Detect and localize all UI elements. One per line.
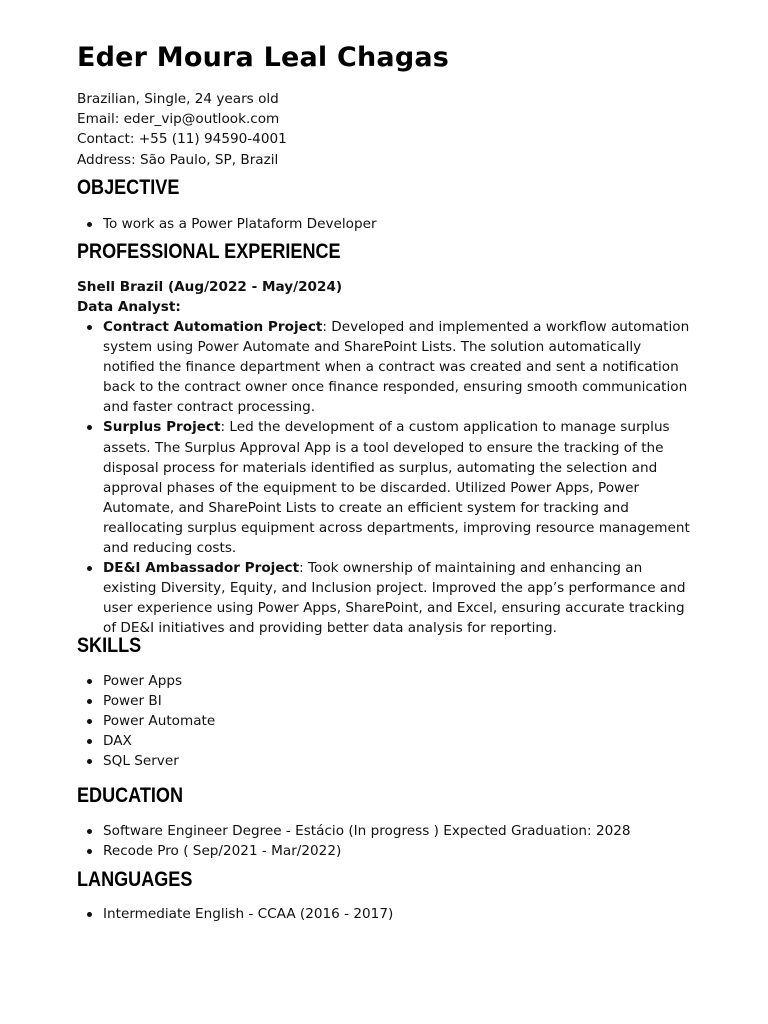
education-list xyxy=(77,821,697,861)
list-item: Software Engineer Degree - Estácio (In progress ) Expected Graduation: 2028 xyxy=(77,821,697,841)
project-description: : Led the development of a custom application to manage surplus assets. The Surplus Approval App is a tool developed to ensure the tracking of the disposal process for materials identified as surplus, automating the selection and approval phases of the equipment to be discarded. Utilized Power Apps, Power Automate, and SharePoint Lists to create an efficient system for tracking and reallocating surplus equipment across departments, improving resource management and reducing costs. xyxy=(103,419,690,557)
project-name: Surplus Project xyxy=(103,419,221,436)
objective-heading: OBJECTIVE xyxy=(77,176,180,199)
info-line-status: Brazilian, Single, 24 years old xyxy=(77,91,279,107)
list-item: Recode Pro ( Sep/2021 - Mar/2022) xyxy=(77,841,697,861)
list-item: Power Apps xyxy=(77,671,697,691)
experience-list xyxy=(77,317,697,639)
list-item xyxy=(77,317,697,417)
list-item: Intermediate English - CCAA (2016 - 2017) xyxy=(77,904,697,924)
objective-list xyxy=(77,214,697,234)
personal-info xyxy=(77,89,287,170)
project-description: : Took ownership of maintaining and enhancing an existing Diversity, Equity, and Inclusion project. Improved the app’s performance and user experience using Power Apps, SharePoint, and Excel, ensuring accurate tracking of DE&I initiatives and providing better data analysis for reporting. xyxy=(103,560,686,637)
list-item: To work as a Power Plataform Developer xyxy=(77,214,697,234)
candidate-name: Eder Moura Leal Chagas xyxy=(77,42,450,73)
skills-heading: SKILLS xyxy=(77,634,142,657)
list-item: Power BI xyxy=(77,691,697,711)
education-heading: EDUCATION xyxy=(77,784,184,807)
list-item xyxy=(77,417,697,558)
experience-heading: PROFESSIONAL EXPERIENCE xyxy=(77,240,341,263)
info-line-address: Address: São Paulo, SP, Brazil xyxy=(77,151,279,168)
info-line-contact: Contact: +55 (11) 94590-4001 xyxy=(77,131,287,148)
job-role: Data Analyst: xyxy=(77,299,181,315)
list-item: SQL Server xyxy=(77,751,697,771)
project-description: : Developed and implemented a workflow automation system using Power Automate and SharePoint Lists. The solution automatically notified the finance department when a contract was created and sent a notification back to the contract owner once finance responded, ensuring smooth communication and faster contract processing. xyxy=(103,319,690,416)
skills-list xyxy=(77,671,697,771)
languages-list xyxy=(77,904,697,924)
list-item xyxy=(77,558,697,638)
info-line-email: Email: eder_vip@outlook.com xyxy=(77,111,280,128)
project-name: DE&I Ambassador Project xyxy=(103,560,300,577)
project-name: Contract Automation Project xyxy=(103,319,323,335)
job-company: Shell Brazil (Aug/2022 - May/2024) xyxy=(77,279,343,295)
languages-heading: LANGUAGES xyxy=(77,868,193,891)
list-item: Power Automate xyxy=(77,711,697,731)
list-item: DAX xyxy=(77,731,697,751)
